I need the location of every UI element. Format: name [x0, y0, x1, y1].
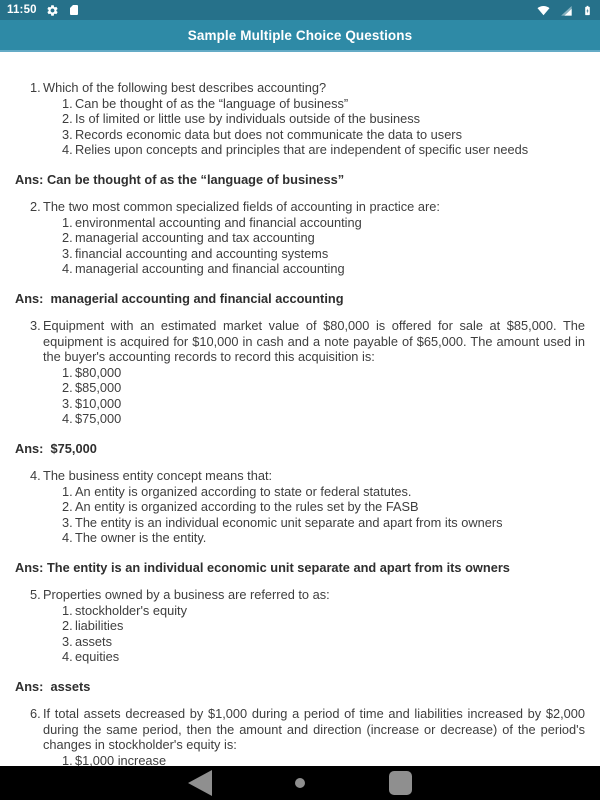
- status-bar-left: [7, 3, 80, 17]
- options-list: [15, 484, 585, 546]
- question-block: [15, 318, 585, 456]
- option-number: 3.: [62, 126, 73, 142]
- option-item: [62, 215, 585, 231]
- option-number: 3.: [62, 633, 73, 649]
- option-item: [62, 365, 585, 381]
- option-text: liabilities: [75, 618, 124, 633]
- options-list: [15, 753, 585, 767]
- question-number: 6.: [30, 706, 41, 721]
- question-number: 3.: [30, 318, 41, 333]
- page-title: Sample Multiple Choice Questions: [187, 27, 413, 43]
- option-item: [62, 380, 585, 396]
- question-text: Which of the following best describes accounting?: [43, 80, 327, 95]
- navigation-bar: [0, 766, 600, 800]
- question: [30, 318, 585, 365]
- option-number: 1.: [62, 483, 73, 499]
- status-time: 11:50: [7, 4, 37, 16]
- option-item: [62, 753, 585, 767]
- option-item: [62, 261, 585, 277]
- options-list: [15, 603, 585, 665]
- option-number: 1.: [62, 95, 73, 111]
- option-number: 4.: [62, 142, 73, 157]
- option-item: [62, 515, 585, 531]
- option-text: stockholder's equity: [75, 602, 187, 618]
- option-number: 4.: [62, 530, 73, 545]
- option-number: 1.: [62, 602, 73, 618]
- option-number: 3.: [62, 395, 73, 411]
- option-text: $75,000: [75, 411, 122, 426]
- option-number: 3.: [62, 514, 73, 530]
- question-text: Equipment with an estimated market value of $80,000 is offered for sale at $85,000. The equipment is acquired for $10,000 in cash and a note payable of $65,000. The amount used in the buyer's accounting records to record this acquisition is:: [43, 318, 585, 364]
- option-number: 3.: [62, 245, 73, 261]
- option-item: [62, 111, 585, 127]
- app-bar: [0, 20, 600, 52]
- content-scroll-area[interactable]: [0, 52, 600, 766]
- question-number: 5.: [30, 587, 41, 602]
- option-text: $80,000: [75, 364, 122, 380]
- question-number: 2.: [30, 199, 41, 214]
- option-item: [62, 142, 585, 158]
- option-item: [62, 230, 585, 246]
- option-item: [62, 649, 585, 665]
- option-text: environmental accounting and financial accounting: [75, 214, 362, 230]
- question-block: [15, 706, 585, 766]
- option-number: 4.: [62, 261, 73, 276]
- option-number: 1.: [62, 214, 73, 230]
- option-item: [62, 246, 585, 262]
- wifi-icon: [536, 4, 551, 17]
- option-text: Is of limited or little use by individuals outside of the business: [75, 111, 420, 126]
- option-text: Relies upon concepts and principles that are independent of specific user needs: [75, 142, 529, 157]
- answer-text: Ans: $75,000: [15, 440, 97, 456]
- question-number: 4.: [30, 468, 41, 483]
- option-item: [62, 411, 585, 427]
- status-bar-right: [536, 3, 593, 18]
- option-number: 2.: [62, 111, 73, 126]
- cell-signal-icon: [560, 4, 573, 17]
- option-item: [62, 396, 585, 412]
- option-text: financial accounting and accounting systems: [75, 245, 329, 261]
- question-text: Properties owned by a business are referred to as:: [43, 587, 330, 602]
- question: [30, 587, 585, 603]
- options-list: [15, 215, 585, 277]
- option-item: [62, 499, 585, 515]
- option-number: 2.: [62, 499, 73, 514]
- option-item: [62, 530, 585, 546]
- option-item: [62, 618, 585, 634]
- options-list: [15, 96, 585, 158]
- back-button[interactable]: [150, 766, 250, 800]
- question-list: [15, 80, 585, 766]
- question-text: The two most common specialized fields of accounting in practice are:: [43, 199, 440, 214]
- option-text: Records economic data but does not communicate the data to users: [75, 126, 462, 142]
- answer-text: Ans: assets: [15, 678, 91, 694]
- option-text: $85,000: [75, 380, 122, 395]
- gear-icon: [46, 4, 59, 17]
- question: [30, 706, 585, 753]
- question-text: The business entity concept means that:: [43, 468, 273, 483]
- option-number: 4.: [62, 411, 73, 426]
- home-button[interactable]: [250, 766, 350, 800]
- option-item: [62, 96, 585, 112]
- option-number: 4.: [62, 649, 73, 664]
- option-text: The entity is an individual economic unit separate and apart from its owners: [75, 514, 503, 530]
- option-text: An entity is organized according to state or federal statutes.: [75, 483, 412, 499]
- option-text: managerial accounting and financial accounting: [75, 261, 345, 276]
- sim-card-icon: [68, 3, 80, 17]
- question-block: [15, 468, 585, 575]
- option-text: An entity is organized according to the rules set by the FASB: [75, 499, 419, 514]
- back-icon: [188, 770, 212, 796]
- option-text: assets: [75, 633, 112, 649]
- answer-text: Ans: Can be thought of as the “language of business”: [15, 171, 345, 187]
- option-number: 1.: [62, 752, 73, 766]
- question-number: 1.: [30, 80, 41, 95]
- option-text: equities: [75, 649, 120, 664]
- option-item: [62, 603, 585, 619]
- recents-button[interactable]: [350, 766, 450, 800]
- question-block: [15, 80, 585, 187]
- option-text: managerial accounting and tax accounting: [75, 230, 315, 245]
- option-number: 2.: [62, 230, 73, 245]
- option-number: 1.: [62, 364, 73, 380]
- question: [30, 199, 585, 215]
- option-item: [62, 127, 585, 143]
- option-text: $10,000: [75, 395, 122, 411]
- option-text: Can be thought of as the “language of business”: [75, 95, 349, 111]
- option-text: The owner is the entity.: [75, 530, 207, 545]
- question: [30, 468, 585, 484]
- option-number: 2.: [62, 380, 73, 395]
- answer-text: Ans: managerial accounting and financial accounting: [15, 290, 344, 306]
- question-text: If total assets decreased by $1,000 during a period of time and liabilities increased by $2,000 during the same period, then the amount and direction (increase or decrease) of the period's changes in stockholder's equity is:: [43, 706, 585, 752]
- option-item: [62, 634, 585, 650]
- option-text: $1,000 increase: [75, 752, 167, 766]
- option-number: 2.: [62, 618, 73, 633]
- question-block: [15, 587, 585, 694]
- home-icon: [295, 778, 305, 788]
- option-item: [62, 484, 585, 500]
- recents-icon: [389, 771, 412, 795]
- status-bar: [0, 0, 600, 20]
- options-list: [15, 365, 585, 427]
- question: [30, 80, 585, 96]
- question-block: [15, 199, 585, 306]
- battery-charging-icon: [582, 3, 593, 18]
- answer-text: Ans: The entity is an individual economic unit separate and apart from its owners: [15, 559, 510, 575]
